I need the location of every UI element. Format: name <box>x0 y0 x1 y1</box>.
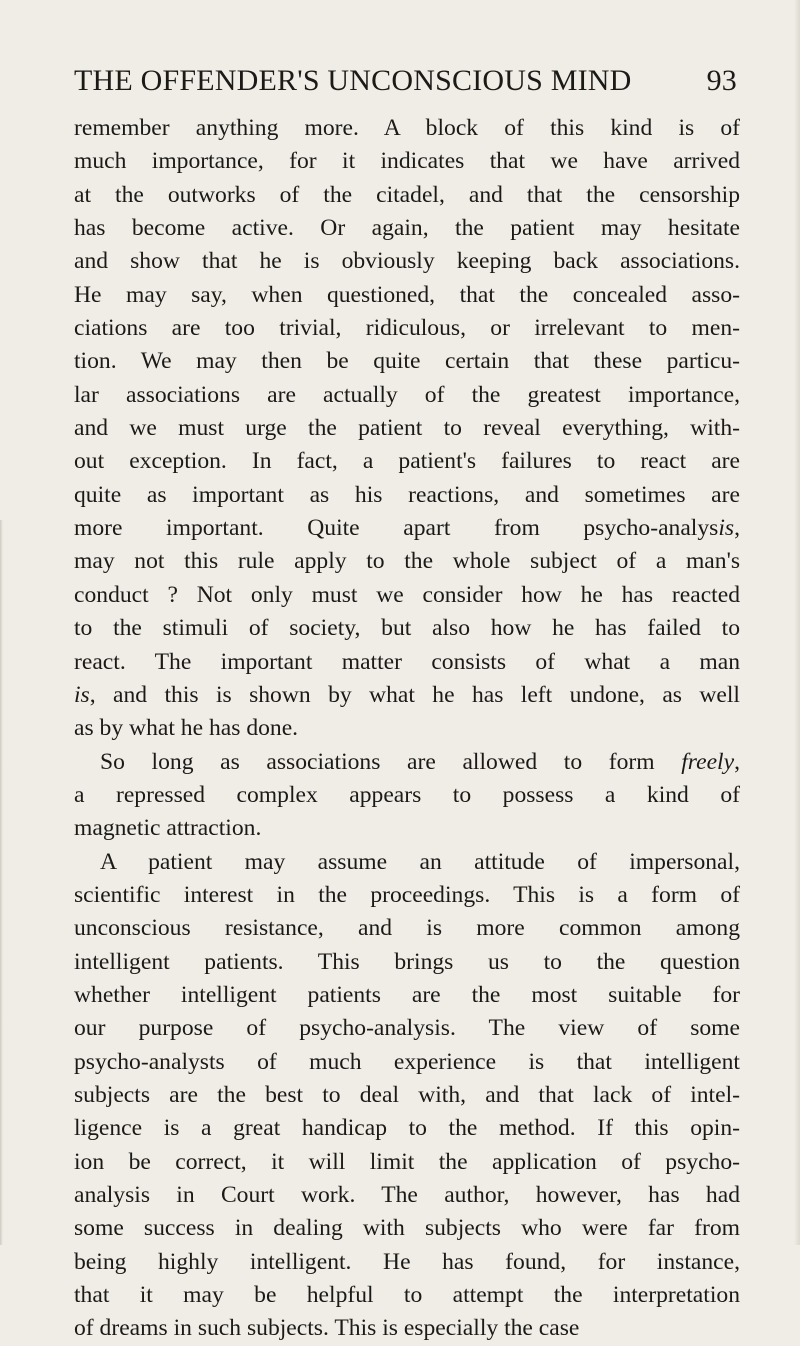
text-line: react. The important matter consists of what a man <box>74 648 740 675</box>
text-line: and we must urge the patient to reveal everything, with- <box>74 415 740 442</box>
text-line: out exception. In fact, a patient's failures to react are <box>74 448 740 475</box>
body-text <box>74 112 740 1346</box>
text-line: He may say, when questioned, that the concealed asso- <box>74 281 740 308</box>
italic-word: is <box>718 515 735 542</box>
italic-word: freely <box>681 748 735 775</box>
page-number: 93 <box>706 64 737 97</box>
text-line: ciations are too trivial, ridiculous, or irrelevant to men- <box>74 315 740 342</box>
text-line: at the outworks of the citadel, and that the censorship <box>74 181 740 208</box>
text-line: A patient may assume an attitude of impersonal, <box>100 848 740 875</box>
text-line: is, and this is shown by what he has left undone, as well <box>74 681 740 708</box>
text-line: magnetic attraction. <box>74 815 262 842</box>
text-line: So long as associations are allowed to form freely, <box>100 748 740 775</box>
text-line: as by what he has done. <box>74 715 299 742</box>
text-line: ion be correct, it will limit the application of psycho- <box>74 1148 740 1175</box>
text-line: analysis in Court work. The author, however, has had <box>74 1182 740 1208</box>
text-line: our purpose of psycho-analysis. The view of some <box>74 1015 740 1042</box>
chapter-title: THE OFFENDER'S UNCONSCIOUS MIND <box>74 64 632 97</box>
page-edge <box>794 0 800 1245</box>
text-line: lar associations are actually of the greatest importance, <box>74 381 740 408</box>
italic-word: is <box>74 681 90 708</box>
text-line: being highly intelligent. He has found, for instance, <box>74 1248 740 1275</box>
text-line: has become active. Or again, the patient may hesitate <box>74 215 740 242</box>
text-line: some success in dealing with subjects who were far from <box>74 1215 740 1242</box>
text-line: may not this rule apply to the whole subject of a man's <box>74 548 740 575</box>
text-line: more important. Quite apart from psycho-analysis, <box>74 515 740 542</box>
running-head <box>74 61 737 101</box>
text-line: subjects are the best to deal with, and that lack of intel- <box>74 1081 740 1108</box>
text-line: unconscious resistance, and is more common among <box>74 915 740 942</box>
text-line: quite as important as his reactions, and sometimes are <box>74 481 740 508</box>
text-line: and show that he is obviously keeping back associations. <box>74 248 740 275</box>
text-line: that it may be helpful to attempt the interpretation <box>74 1282 740 1309</box>
text-line: a repressed complex appears to possess a kind of <box>74 781 740 808</box>
text-line: to the stimuli of society, but also how he has failed to <box>74 615 740 642</box>
gutter-shadow <box>0 520 3 1245</box>
text-line: of dreams in such subjects. This is especially the case <box>74 1315 580 1342</box>
text-line: conduct ? Not only must we consider how he has reacted <box>74 581 740 608</box>
text-line: scientific interest in the proceedings. This is a form of <box>74 881 740 908</box>
text-line: remember anything more. A block of this kind is of <box>74 115 740 141</box>
text-line: whether intelligent patients are the most suitable for <box>74 981 740 1008</box>
text-line: psycho-analysts of much experience is that intelligent <box>74 1048 740 1075</box>
text-line: intelligent patients. This brings us to the question <box>74 948 740 975</box>
text-line: ligence is a great handicap to the method. If this opin- <box>74 1115 740 1142</box>
text-line: much importance, for it indicates that we have arrived <box>74 148 740 175</box>
text-line: tion. We may then be quite certain that these particu- <box>74 348 740 375</box>
